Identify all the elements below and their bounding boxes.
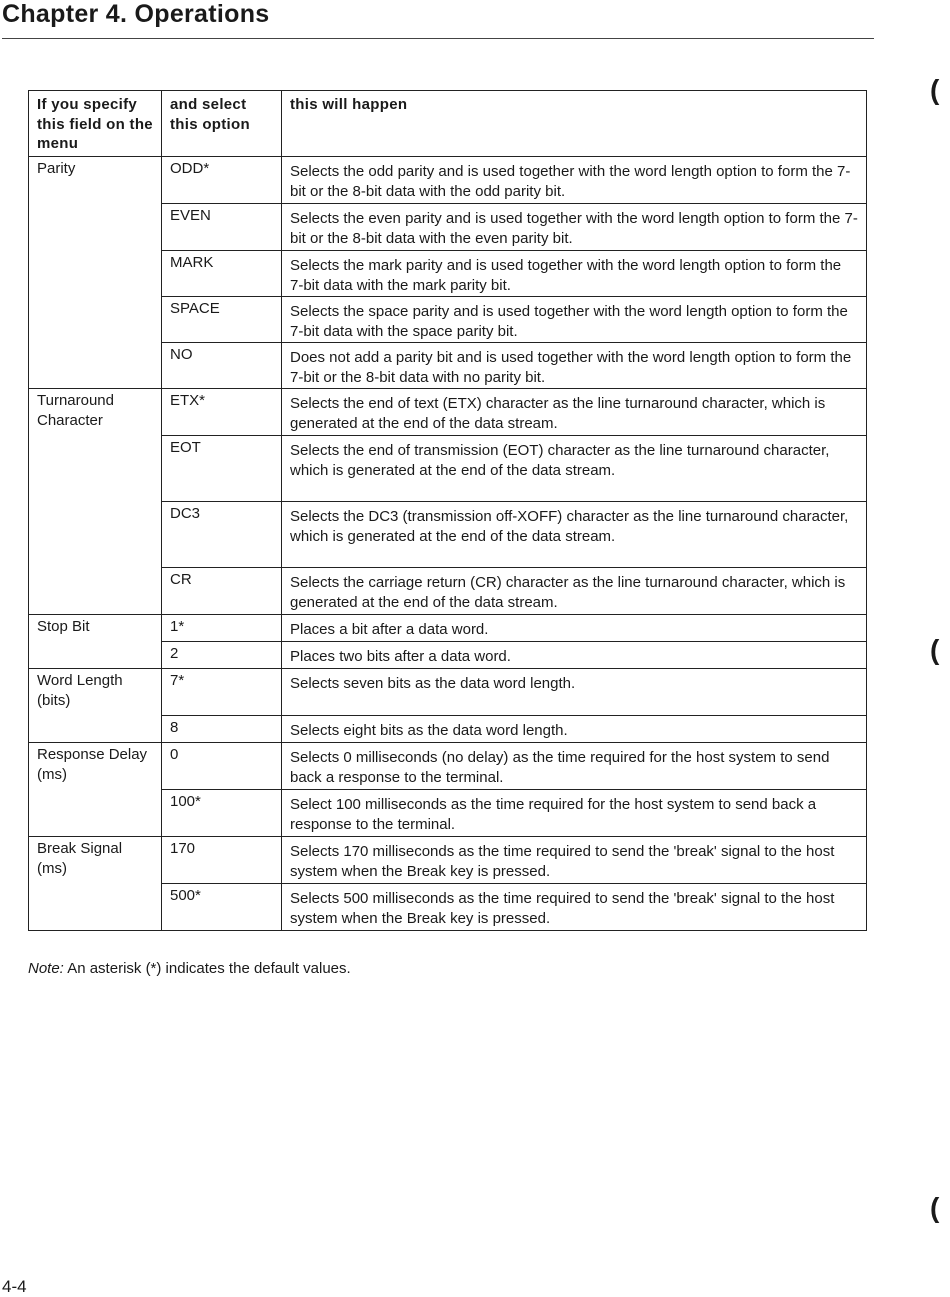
effect-cell: Selects the carriage return (CR) character as the line turnaround character, which is generated at the end of the data stream. bbox=[282, 568, 867, 615]
effect-cell: Places two bits after a data word. bbox=[282, 642, 867, 669]
effect-cell: Selects seven bits as the data word length. bbox=[282, 669, 867, 716]
option-cell: SPACE bbox=[162, 297, 282, 343]
effect-cell: Selects 0 milliseconds (no delay) as the time required for the host system to send back a response to the terminal. bbox=[282, 743, 867, 790]
effect-cell: Selects the even parity and is used together with the word length option to form the 7-bit or the 8-bit data with the even parity bit. bbox=[282, 204, 867, 251]
effect-cell: Select 100 milliseconds as the time required for the host system to send back a response to the terminal. bbox=[282, 790, 867, 837]
effect-cell: Selects 500 milliseconds as the time required to send the 'break' signal to the host system when the Break key is pressed. bbox=[282, 884, 867, 931]
table-row bbox=[29, 157, 867, 204]
title-rule bbox=[2, 38, 874, 39]
effect-cell: Selects the space parity and is used together with the word length option to form the 7-bit data with the space parity bit. bbox=[282, 297, 867, 343]
column-header-effect: this will happen bbox=[282, 91, 867, 157]
field-cell: Turnaround Character bbox=[29, 389, 162, 615]
option-cell: 100* bbox=[162, 790, 282, 837]
table-row bbox=[29, 837, 867, 884]
field-cell: Response Delay (ms) bbox=[29, 743, 162, 837]
margin-mark: ( bbox=[930, 634, 940, 665]
table-row bbox=[29, 615, 867, 642]
option-cell: ETX* bbox=[162, 389, 282, 436]
option-cell: 0 bbox=[162, 743, 282, 790]
option-cell: CR bbox=[162, 568, 282, 615]
option-cell: EOT bbox=[162, 436, 282, 502]
effect-cell: Selects eight bits as the data word length. bbox=[282, 716, 867, 743]
effect-cell: Selects the mark parity and is used together with the word length option to form the 7-bit data with the mark parity bit. bbox=[282, 251, 867, 297]
column-header-option: and select this option bbox=[162, 91, 282, 157]
field-cell: Break Signal (ms) bbox=[29, 837, 162, 931]
column-header-field: If you specify this field on the menu bbox=[29, 91, 162, 157]
option-cell: 500* bbox=[162, 884, 282, 931]
field-cell: Stop Bit bbox=[29, 615, 162, 669]
table-row bbox=[29, 743, 867, 790]
chapter-title: Chapter 4. Operations bbox=[2, 0, 270, 28]
table-header-row bbox=[29, 91, 867, 157]
option-cell: ODD* bbox=[162, 157, 282, 204]
option-cell: 2 bbox=[162, 642, 282, 669]
effect-cell: Selects 170 milliseconds as the time required to send the 'break' signal to the host system when the Break key is pressed. bbox=[282, 837, 867, 884]
field-cell: Word Length (bits) bbox=[29, 669, 162, 743]
margin-mark: ( bbox=[930, 1192, 940, 1223]
option-cell: 170 bbox=[162, 837, 282, 884]
effect-cell: Selects the end of transmission (EOT) character as the line turnaround character, which is generated at the end of the data stream. bbox=[282, 436, 867, 502]
effect-cell: Selects the DC3 (transmission off-XOFF) character as the line turnaround character, which is generated at the end of the data stream. bbox=[282, 502, 867, 568]
field-cell: Parity bbox=[29, 157, 162, 389]
effect-cell: Selects the odd parity and is used together with the word length option to form the 7-bit or the 8-bit data with the odd parity bit. bbox=[282, 157, 867, 204]
note-label: Note: bbox=[28, 960, 64, 977]
option-cell: EVEN bbox=[162, 204, 282, 251]
margin-mark: ( bbox=[930, 74, 940, 105]
option-cell: 1* bbox=[162, 615, 282, 642]
option-cell: NO bbox=[162, 343, 282, 389]
table-row bbox=[29, 389, 867, 436]
option-cell: MARK bbox=[162, 251, 282, 297]
page-number: 4-4 bbox=[2, 1277, 27, 1296]
footnote bbox=[28, 957, 388, 980]
option-cell: 8 bbox=[162, 716, 282, 743]
effect-cell: Does not add a parity bit and is used together with the word length option to form the 7-bit or the 8-bit data with no parity bit. bbox=[282, 343, 867, 389]
table-row bbox=[29, 669, 867, 716]
operations-table bbox=[28, 90, 867, 931]
option-cell: DC3 bbox=[162, 502, 282, 568]
effect-cell: Selects the end of text (ETX) character as the line turnaround character, which is generated at the end of the data stream. bbox=[282, 389, 867, 436]
effect-cell: Places a bit after a data word. bbox=[282, 615, 867, 642]
option-cell: 7* bbox=[162, 669, 282, 716]
note-text: An asterisk (*) indicates the default values. bbox=[67, 960, 351, 977]
